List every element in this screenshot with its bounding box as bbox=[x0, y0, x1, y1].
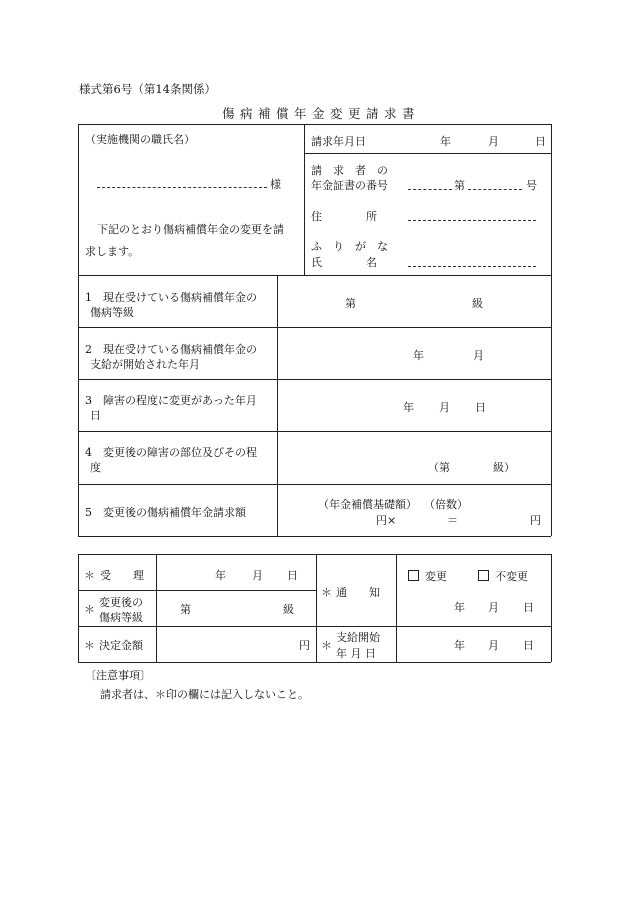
name-label: 氏 名 bbox=[311, 256, 377, 269]
table-border bbox=[551, 554, 552, 662]
item5-label: 5 変更後の傷病補償年金請求額 bbox=[85, 506, 246, 519]
item1-label-line2: 傷病等級 bbox=[90, 306, 134, 319]
start-month: 月 bbox=[488, 639, 499, 652]
cert-number-line-1[interactable] bbox=[408, 189, 452, 190]
change-label: 変更 bbox=[425, 570, 447, 583]
start-year: 年 bbox=[454, 639, 465, 652]
claimant-label-line1: 請 求 者 の bbox=[311, 164, 388, 177]
request-text-line1: 下記のとおり傷病補償年金の変更を請 bbox=[97, 223, 284, 236]
nochange-checkbox[interactable] bbox=[478, 570, 489, 581]
table-border bbox=[78, 536, 551, 537]
table-divider bbox=[78, 590, 316, 591]
item2-year: 年 bbox=[413, 349, 424, 362]
item5-yen: 円 bbox=[530, 514, 541, 527]
notice-day: 日 bbox=[523, 601, 534, 614]
item2-label-line2: 支給が開始された年月 bbox=[90, 358, 200, 371]
asterisk-mark: ＊ bbox=[321, 639, 332, 652]
notice-month: 月 bbox=[488, 601, 499, 614]
item5-yen-times: 円× bbox=[376, 514, 397, 527]
table-border bbox=[78, 554, 79, 662]
notes-heading: 〔注意事項〕 bbox=[85, 669, 151, 682]
table-divider bbox=[78, 327, 551, 328]
item3-day: 日 bbox=[475, 401, 486, 414]
cert-number-line-2[interactable] bbox=[468, 189, 522, 190]
cert-go: 号 bbox=[526, 179, 537, 192]
table-divider bbox=[78, 379, 551, 380]
asterisk-mark: ＊ bbox=[321, 586, 332, 599]
change-checkbox[interactable] bbox=[408, 570, 419, 581]
item4-dai: （第 bbox=[428, 461, 450, 474]
table-border bbox=[78, 124, 79, 536]
item5-equals: ＝ bbox=[447, 514, 458, 527]
table-divider bbox=[396, 554, 397, 662]
amount-label: 決定金額 bbox=[99, 639, 143, 652]
grade-label-line2: 傷病等級 bbox=[99, 611, 143, 624]
agency-label: （実施機関の職氏名） bbox=[85, 133, 195, 146]
asterisk-mark: ＊ bbox=[84, 603, 95, 616]
table-border bbox=[78, 124, 551, 125]
receipt-day: 日 bbox=[287, 569, 298, 582]
change-option[interactable] bbox=[408, 568, 447, 584]
table-divider bbox=[78, 484, 551, 485]
table-border bbox=[78, 554, 551, 555]
cert-dai: 第 bbox=[454, 179, 465, 192]
nochange-option[interactable] bbox=[478, 568, 528, 584]
table-divider bbox=[304, 124, 305, 275]
request-year: 年 bbox=[440, 135, 451, 148]
item5-multiplier-label: （倍数） bbox=[424, 498, 468, 511]
asterisk-mark: ＊ bbox=[84, 569, 95, 582]
start-label-line2: 年 月 日 bbox=[336, 647, 376, 660]
item1-label-line1: 1 現在受けている傷病補償年金の bbox=[85, 291, 257, 304]
table-divider bbox=[78, 275, 551, 276]
table-border bbox=[551, 124, 552, 536]
table-border bbox=[78, 662, 551, 663]
item4-kyu: 級） bbox=[493, 461, 515, 474]
item1-kyu: 級 bbox=[472, 297, 483, 310]
honorific: 様 bbox=[270, 178, 281, 191]
table-divider bbox=[304, 153, 551, 154]
item2-label-line1: 2 現在受けている傷病補償年金の bbox=[85, 343, 257, 356]
request-month: 月 bbox=[488, 135, 499, 148]
furigana-label: ふ り が な bbox=[311, 240, 388, 253]
amount-yen: 円 bbox=[299, 639, 310, 652]
item3-label-line1: 3 障害の程度に変更があった年月 bbox=[85, 394, 257, 407]
table-divider bbox=[277, 275, 278, 536]
notice-label: 通 知 bbox=[336, 586, 380, 599]
item3-year: 年 bbox=[403, 401, 414, 414]
table-divider bbox=[156, 554, 157, 662]
notes-text: 請求者は、＊印の欄には記入しないこと。 bbox=[100, 688, 309, 701]
item3-label-line2: 日 bbox=[90, 409, 101, 422]
asterisk-mark: ＊ bbox=[84, 639, 95, 652]
agency-name-line[interactable] bbox=[97, 187, 267, 188]
grade-dai: 第 bbox=[180, 603, 191, 616]
receipt-label: 受 理 bbox=[100, 569, 144, 582]
request-day: 日 bbox=[535, 135, 546, 148]
item2-month: 月 bbox=[473, 349, 484, 362]
claimant-label-line2: 年金証書の番号 bbox=[311, 179, 388, 192]
nochange-label: 不変更 bbox=[495, 570, 528, 583]
item5-base-label: （年金補償基礎額） bbox=[318, 498, 417, 511]
form-number: 様式第6号（第14条関係） bbox=[79, 82, 216, 96]
receipt-year: 年 bbox=[215, 569, 226, 582]
table-divider bbox=[316, 554, 317, 662]
address-line[interactable] bbox=[408, 220, 536, 221]
item4-label-line2: 度 bbox=[90, 461, 101, 474]
table-divider bbox=[78, 431, 551, 432]
item4-label-line1: 4 変更後の障害の部位及びその程 bbox=[85, 446, 257, 459]
start-day: 日 bbox=[523, 639, 534, 652]
name-line[interactable] bbox=[408, 266, 536, 267]
start-label-line1: 支給開始 bbox=[336, 631, 380, 644]
request-text-line2: 求します。 bbox=[85, 245, 140, 258]
page-title: 傷病補償年金変更請求書 bbox=[222, 106, 421, 121]
notice-year: 年 bbox=[454, 601, 465, 614]
item1-dai: 第 bbox=[345, 297, 356, 310]
receipt-month: 月 bbox=[252, 569, 263, 582]
address-label: 住 所 bbox=[311, 210, 377, 223]
item3-month: 月 bbox=[439, 401, 450, 414]
grade-kyu: 級 bbox=[283, 603, 294, 616]
grade-label-line1: 変更後の bbox=[99, 596, 143, 609]
table-divider bbox=[78, 626, 551, 627]
request-date-label: 請求年月日 bbox=[311, 135, 366, 148]
